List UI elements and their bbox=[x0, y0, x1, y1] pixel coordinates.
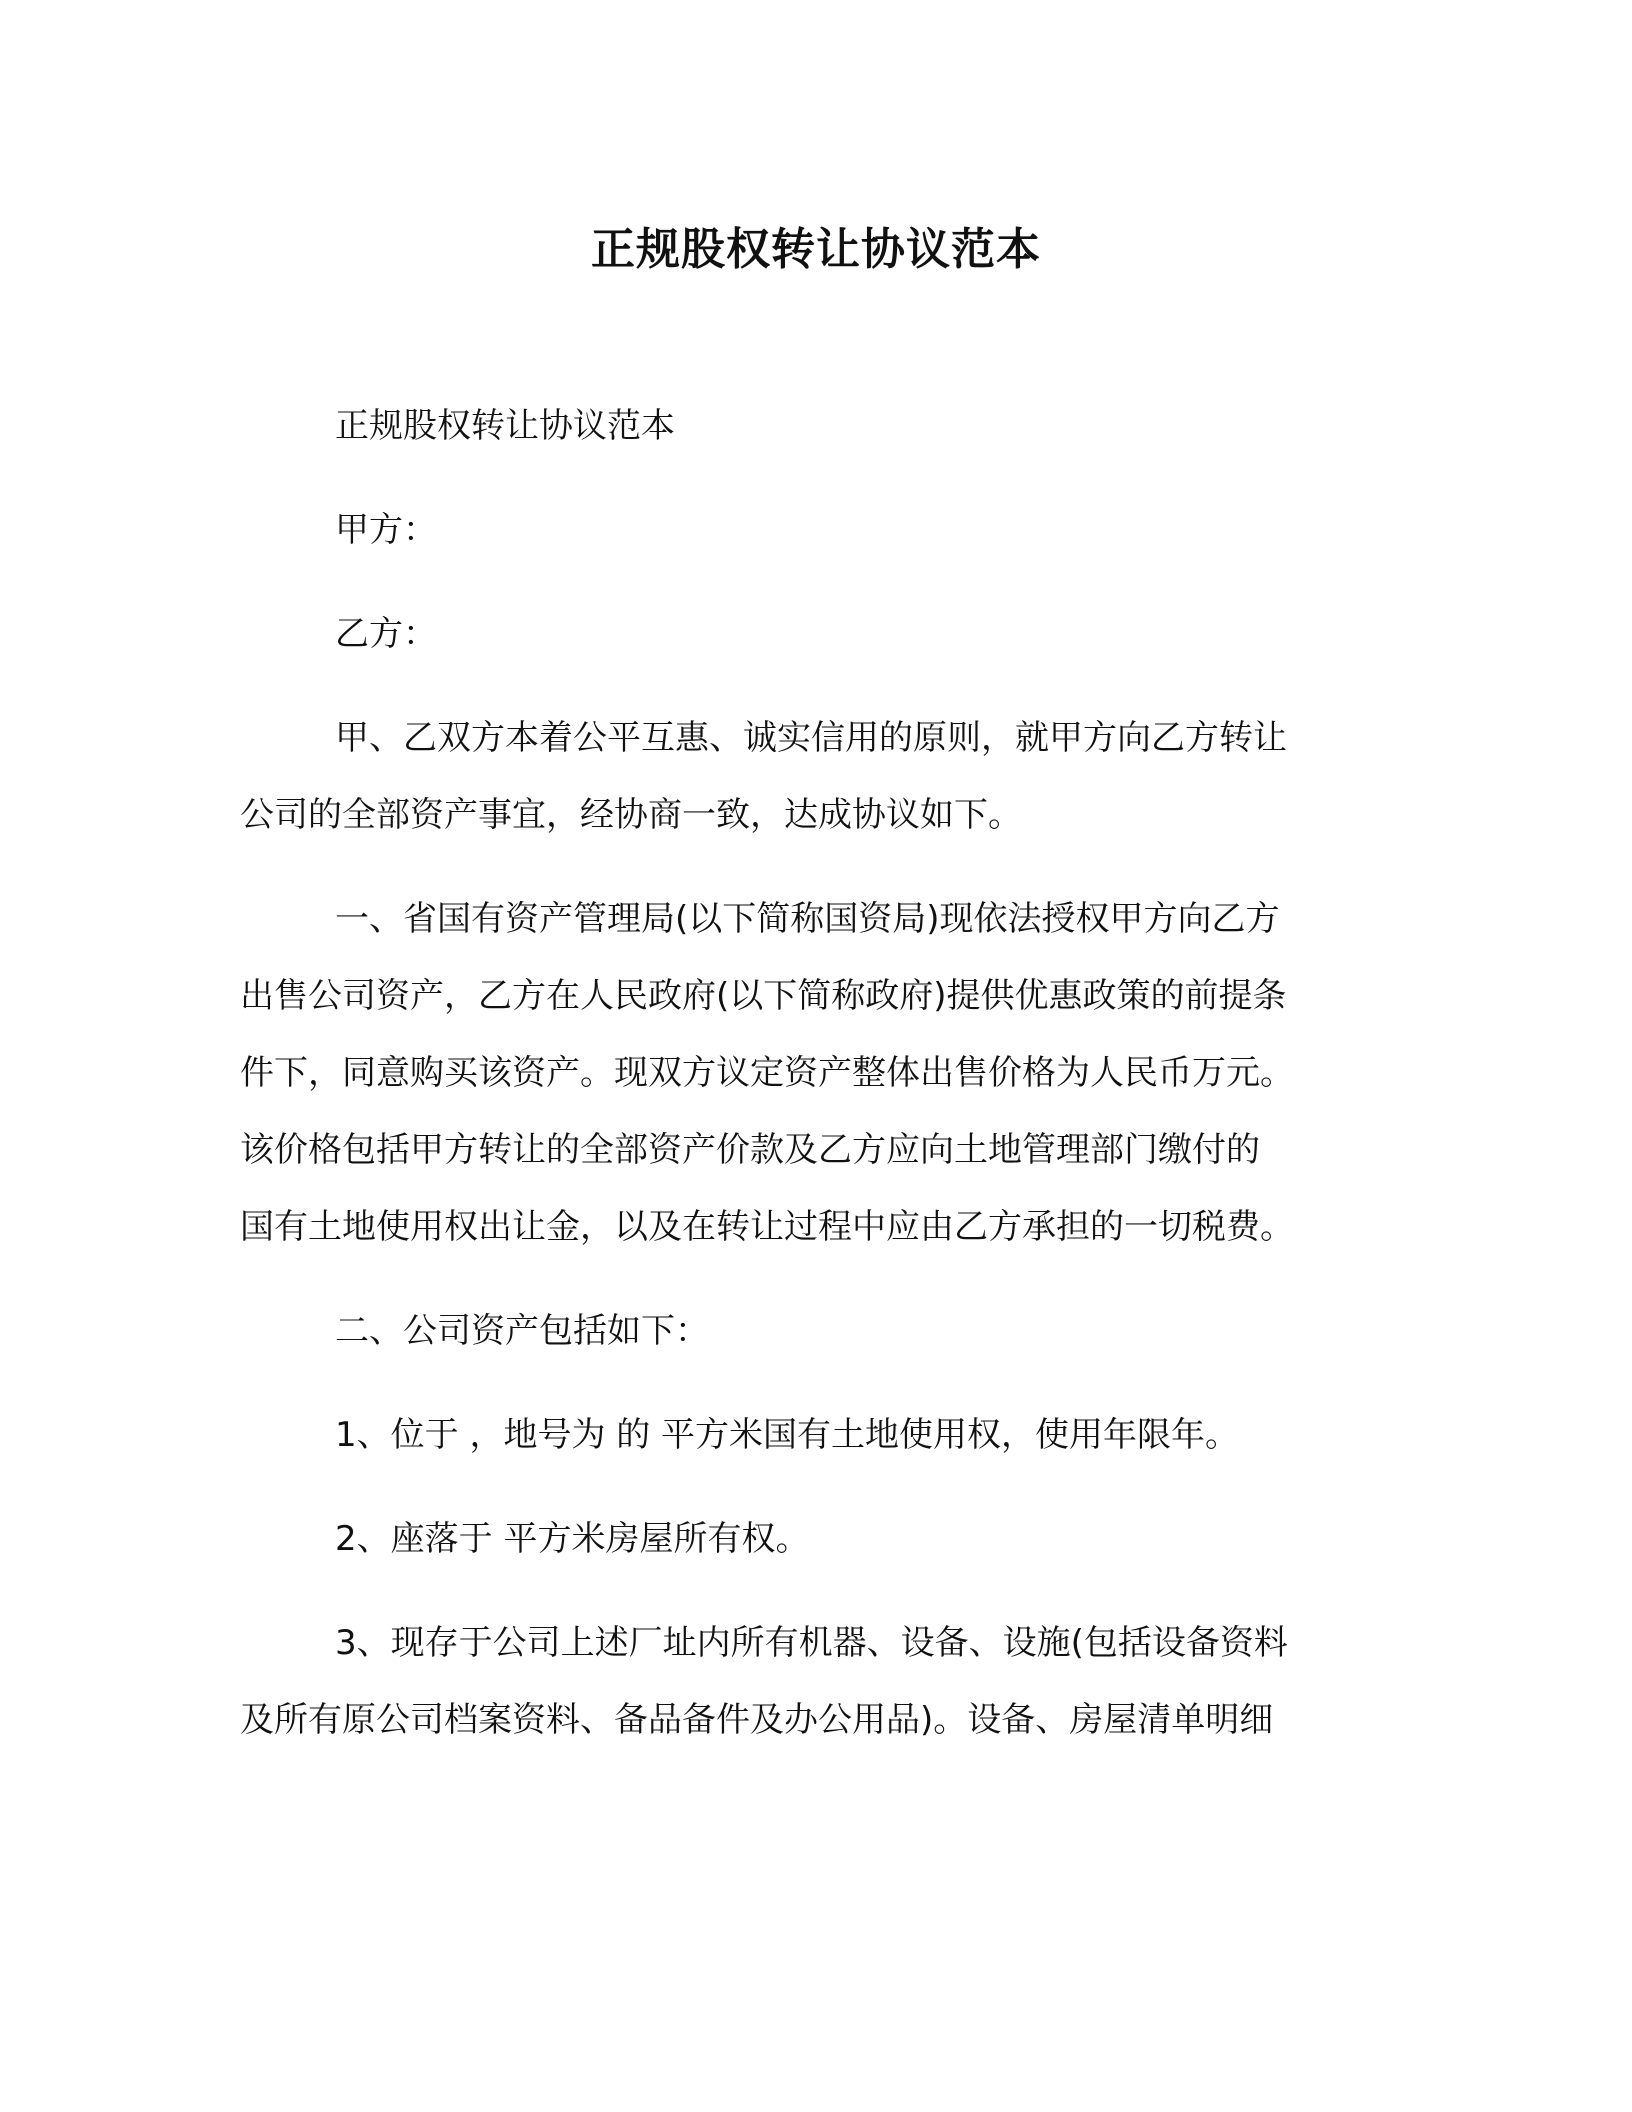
clause-2-heading: 二、公司资产包括如下： bbox=[335, 1311, 709, 1351]
intro-paragraph bbox=[240, 700, 1384, 854]
asset-item-3 bbox=[240, 1605, 1384, 1759]
party-a-label: 甲方： bbox=[335, 510, 437, 550]
paragraph-line: 该价格包括甲方转让的全部资产价款及乙方应向土地管理部门缴付的 bbox=[240, 1130, 1260, 1170]
document-title: 正规股权转让协议范本 bbox=[591, 224, 1041, 275]
clause-1-paragraph bbox=[240, 881, 1384, 1266]
document-body bbox=[240, 388, 1384, 1786]
paragraph-line: 出售公司资产，乙方在人民政府(以下简称政府)提供优惠政策的前提条 bbox=[240, 976, 1287, 1016]
paragraph-line: 公司的全部资产事宜，经协商一致，达成协议如下。 bbox=[240, 795, 1022, 835]
paragraph-line: 及所有原公司档案资料、备品备件及办公用品)。设备、房屋清单明细 bbox=[240, 1700, 1274, 1740]
party-b-label: 乙方： bbox=[335, 614, 437, 654]
paragraph-line: 甲、乙双方本着公平互惠、诚实信用的原则，就甲方向乙方转让 bbox=[335, 718, 1287, 758]
document-subtitle: 正规股权转让协议范本 bbox=[335, 406, 675, 446]
asset-item-2: 2、座落于 平方米房屋所有权。 bbox=[335, 1519, 810, 1559]
paragraph-line: 国有土地使用权出让金，以及在转让过程中应由乙方承担的一切税费。 bbox=[240, 1207, 1294, 1247]
paragraph-line: 3、现存于公司上述厂址内所有机器、设备、设施(包括设备资料 bbox=[335, 1623, 1288, 1663]
paragraph-line: 一、省国有资产管理局(以下简称国资局)现依法授权甲方向乙方 bbox=[335, 899, 1280, 939]
paragraph-line: 件下，同意购买该资产。现双方议定资产整体出售价格为人民币万元。 bbox=[240, 1053, 1294, 1093]
asset-item-1: 1、位于 ，地号为 的 平方米国有土地使用权，使用年限年。 bbox=[335, 1415, 1240, 1455]
